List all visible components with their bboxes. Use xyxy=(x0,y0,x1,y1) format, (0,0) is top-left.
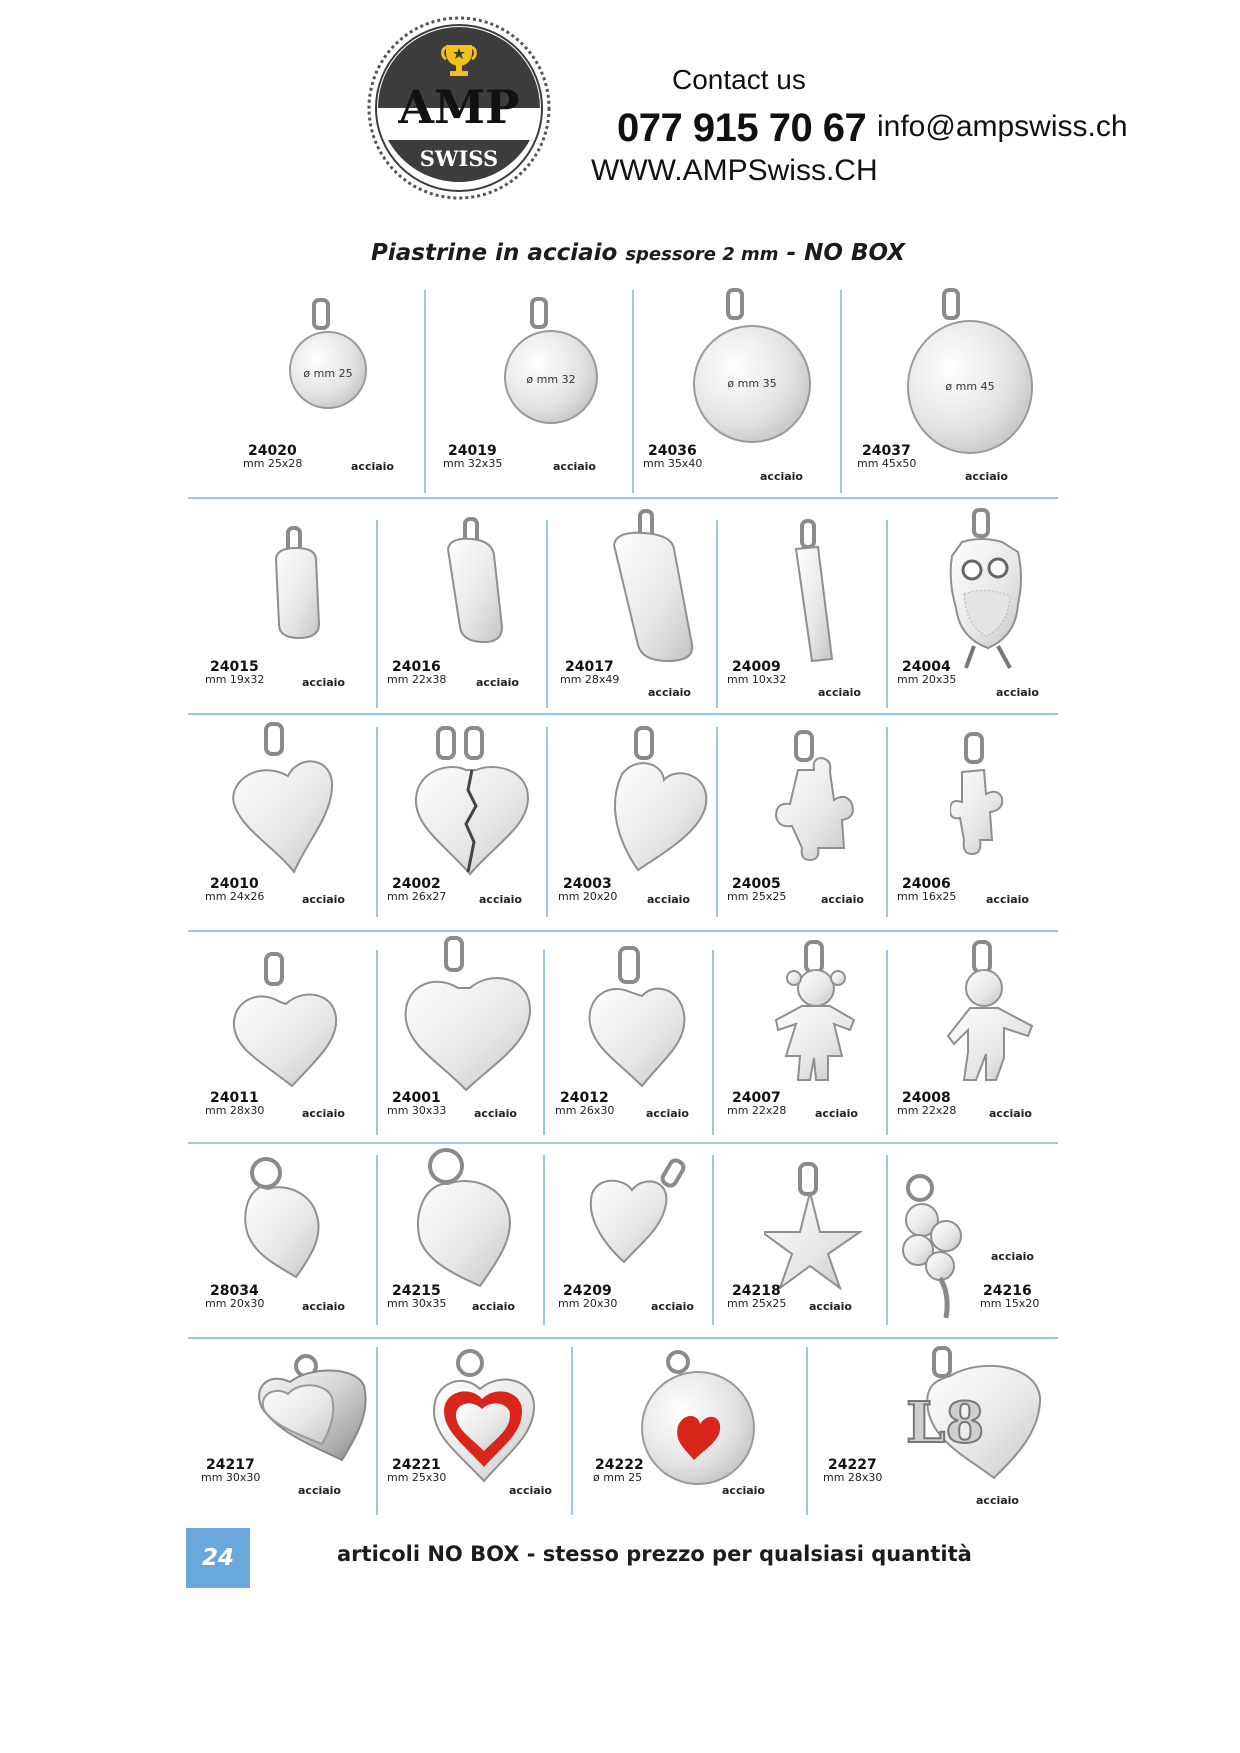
product-size: mm 30x35 xyxy=(387,1297,447,1310)
product-size: mm 28x49 xyxy=(560,673,620,686)
product-size: mm 35x40 xyxy=(643,457,703,470)
puzzle-image xyxy=(772,730,872,875)
product-material: acciaio xyxy=(476,676,519,689)
product-size: mm 45x50 xyxy=(857,457,917,470)
product-code: 24221 xyxy=(392,1457,441,1473)
round-tag-image xyxy=(498,297,618,432)
column-divider xyxy=(886,727,888,917)
product-material: acciaio xyxy=(989,1107,1032,1120)
page-number: 24 xyxy=(186,1528,250,1588)
product-code: 24036 xyxy=(648,443,697,459)
product-size: mm 30x33 xyxy=(387,1104,447,1117)
red-heart-frame-image xyxy=(430,1345,540,1485)
product-code: 24009 xyxy=(732,659,781,675)
product-code: 24209 xyxy=(563,1283,612,1299)
product-material: acciaio xyxy=(553,460,596,473)
product-code: 24020 xyxy=(248,443,297,459)
product-code: 24222 xyxy=(595,1457,644,1473)
column-divider xyxy=(376,727,378,917)
love-letters: L8 xyxy=(906,1390,985,1456)
broken-heart-image xyxy=(410,726,535,881)
row-divider xyxy=(188,1142,1058,1144)
product-material: acciaio xyxy=(302,676,345,689)
product-material: acciaio xyxy=(298,1484,341,1497)
round-tag-image xyxy=(688,288,818,453)
star-image xyxy=(764,1162,864,1290)
column-divider xyxy=(376,520,378,708)
product-size: mm 25x30 xyxy=(387,1471,447,1484)
logo-subtitle: SWISS xyxy=(419,146,499,171)
column-divider xyxy=(543,1155,545,1325)
column-divider xyxy=(806,1347,808,1515)
product-code: 24216 xyxy=(983,1283,1032,1299)
contact-title: Contact us xyxy=(672,64,806,95)
product-code: 24011 xyxy=(210,1090,259,1106)
heart-image xyxy=(584,1158,696,1268)
row-divider xyxy=(188,713,1058,715)
product-code: 24016 xyxy=(392,659,441,675)
row-divider xyxy=(188,497,1058,499)
product-material: acciaio xyxy=(809,1300,852,1313)
product-code: 24005 xyxy=(732,876,781,892)
product-material: acciaio xyxy=(651,1300,694,1313)
product-code: 28034 xyxy=(210,1283,259,1299)
heart-image xyxy=(228,952,348,1092)
product-material: acciaio xyxy=(472,1300,515,1313)
product-code: 24008 xyxy=(902,1090,951,1106)
girl-image xyxy=(770,940,865,1090)
column-divider xyxy=(712,1155,714,1325)
column-divider xyxy=(886,520,888,708)
round-red-heart-image xyxy=(638,1346,763,1486)
dog-tag-image xyxy=(266,526,336,651)
double-heart-image xyxy=(250,1352,372,1472)
product-material: acciaio xyxy=(760,470,803,483)
dog-tag-image xyxy=(608,509,708,669)
product-code: 24217 xyxy=(206,1457,255,1473)
product-code: 24017 xyxy=(565,659,614,675)
column-divider xyxy=(632,290,634,493)
product-material: acciaio xyxy=(821,893,864,906)
product-material: acciaio xyxy=(965,470,1008,483)
product-size: mm 25x25 xyxy=(727,1297,787,1310)
product-material: acciaio xyxy=(991,1250,1034,1263)
clover-image xyxy=(894,1170,984,1322)
product-size: mm 16x25 xyxy=(897,890,957,903)
column-divider xyxy=(546,520,548,708)
heart-image xyxy=(606,726,716,876)
product-size: mm 20x30 xyxy=(205,1297,265,1310)
product-material: acciaio xyxy=(646,1107,689,1120)
product-size: mm 20x20 xyxy=(558,890,618,903)
column-divider xyxy=(376,1155,378,1325)
phone-number: 077 915 70 67 xyxy=(617,106,867,150)
product-material: acciaio xyxy=(986,893,1029,906)
product-size: mm 26x27 xyxy=(387,890,447,903)
product-material: acciaio xyxy=(479,893,522,906)
column-divider xyxy=(571,1347,573,1515)
footer-note: articoli NO BOX - stesso prezzo per qualsiasi quantità xyxy=(337,1542,972,1566)
product-size: mm 20x30 xyxy=(558,1297,618,1310)
product-size: ø mm 25 xyxy=(593,1471,643,1484)
dog-tag-image xyxy=(440,517,520,652)
title-thickness: spessore 2 mm xyxy=(625,244,779,265)
logo-wordmark: AMP xyxy=(398,80,520,134)
round-tag-image xyxy=(280,298,390,423)
product-size: mm 20x35 xyxy=(897,673,957,686)
product-code: 24215 xyxy=(392,1283,441,1299)
amp-swiss-logo xyxy=(366,15,552,201)
puzzle-image xyxy=(950,732,1030,872)
title-suffix: - NO BOX xyxy=(786,240,905,266)
boy-image xyxy=(946,940,1046,1090)
product-material: acciaio xyxy=(302,1300,345,1313)
product-code: 24019 xyxy=(448,443,497,459)
product-material: acciaio xyxy=(648,686,691,699)
diameter-label: ø mm 35 xyxy=(727,377,777,390)
page-title xyxy=(371,240,905,266)
round-tag-image xyxy=(900,288,1040,458)
product-material: acciaio xyxy=(976,1494,1019,1507)
product-code: 24006 xyxy=(902,876,951,892)
product-code: 24037 xyxy=(862,443,911,459)
product-size: mm 30x30 xyxy=(201,1471,261,1484)
product-size: mm 15x20 xyxy=(980,1297,1040,1310)
product-material: acciaio xyxy=(818,686,861,699)
product-code: 24002 xyxy=(392,876,441,892)
product-size: mm 32x35 xyxy=(443,457,503,470)
column-divider xyxy=(886,950,888,1135)
column-divider xyxy=(712,950,714,1135)
column-divider xyxy=(543,950,545,1135)
column-divider xyxy=(840,290,842,493)
email-address: info@ampswiss.ch xyxy=(877,110,1128,143)
title-main: Piastrine in acciaio xyxy=(371,240,618,266)
product-material: acciaio xyxy=(996,686,1039,699)
product-code: 24007 xyxy=(732,1090,781,1106)
heart-image xyxy=(402,936,537,1096)
row-divider xyxy=(188,1337,1058,1339)
product-size: mm 19x32 xyxy=(205,673,265,686)
column-divider xyxy=(376,1347,378,1515)
product-code: 24003 xyxy=(563,876,612,892)
row-divider xyxy=(188,930,1058,932)
product-material: acciaio xyxy=(474,1107,517,1120)
ring-heart-image xyxy=(240,1155,330,1280)
love-heart-image xyxy=(894,1346,1044,1481)
product-material: acciaio xyxy=(722,1484,765,1497)
column-divider xyxy=(716,520,718,708)
diameter-label: ø mm 32 xyxy=(526,373,576,386)
product-code: 24015 xyxy=(210,659,259,675)
bar-tag-image xyxy=(790,519,850,669)
heart-image xyxy=(584,946,694,1091)
product-code: 24001 xyxy=(392,1090,441,1106)
product-size: mm 28x30 xyxy=(205,1104,265,1117)
heart-image xyxy=(228,722,348,882)
product-material: acciaio xyxy=(351,460,394,473)
product-size: mm 28x30 xyxy=(823,1471,883,1484)
column-divider xyxy=(886,1155,888,1325)
product-code: 24010 xyxy=(210,876,259,892)
diameter-label: ø mm 45 xyxy=(945,380,995,393)
column-divider xyxy=(546,727,548,917)
column-divider xyxy=(424,290,426,493)
product-material: acciaio xyxy=(302,893,345,906)
owl-image xyxy=(940,508,1040,678)
product-size: mm 22x28 xyxy=(897,1104,957,1117)
product-code: 24004 xyxy=(902,659,951,675)
product-size: mm 26x30 xyxy=(555,1104,615,1117)
product-material: acciaio xyxy=(647,893,690,906)
product-size: mm 25x25 xyxy=(727,890,787,903)
product-size: mm 24x26 xyxy=(205,890,265,903)
website-url: WWW.AMPSwiss.CH xyxy=(591,154,878,187)
product-material: acciaio xyxy=(302,1107,345,1120)
product-code: 24012 xyxy=(560,1090,609,1106)
product-material: acciaio xyxy=(815,1107,858,1120)
product-size: mm 22x38 xyxy=(387,673,447,686)
product-code: 24218 xyxy=(732,1283,781,1299)
product-size: mm 22x28 xyxy=(727,1104,787,1117)
diameter-label: ø mm 25 xyxy=(303,367,353,380)
product-size: mm 10x32 xyxy=(727,673,787,686)
column-divider xyxy=(716,727,718,917)
column-divider xyxy=(376,950,378,1135)
product-size: mm 25x28 xyxy=(243,457,303,470)
ring-heart-image xyxy=(412,1146,522,1291)
product-code: 24227 xyxy=(828,1457,877,1473)
product-material: acciaio xyxy=(509,1484,552,1497)
